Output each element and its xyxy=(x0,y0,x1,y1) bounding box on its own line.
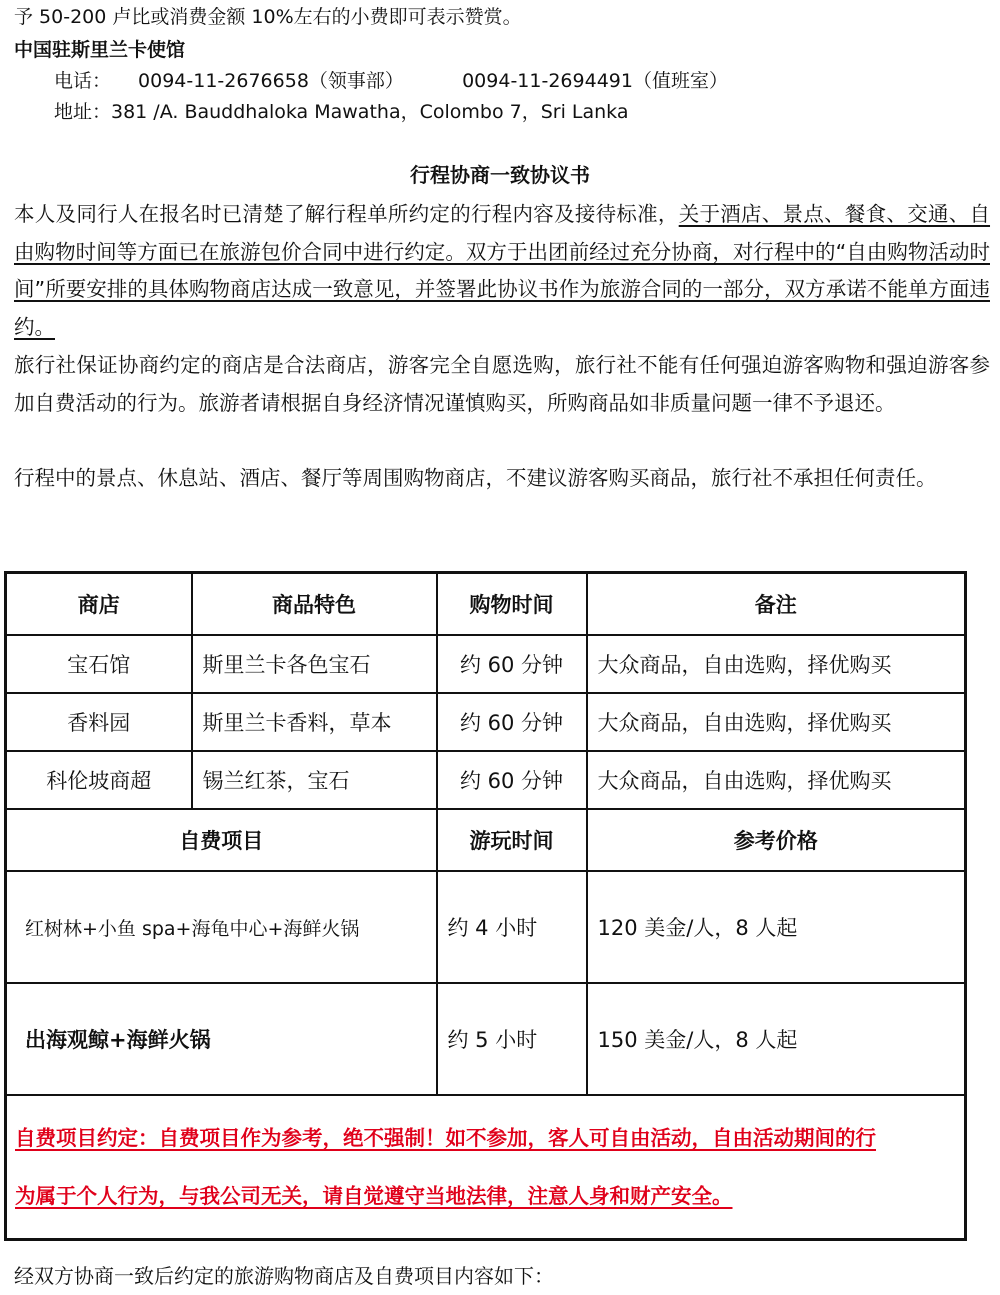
shop-remark: 大众商品，自由选购，择优购买 xyxy=(587,751,966,809)
notice-row xyxy=(6,1095,966,1240)
header-optional-item: 自费项目 xyxy=(6,809,437,871)
embassy-address: 地址：381 /A. Bauddhaloka Mawatha，Colombo 7，Sri Lanka xyxy=(54,101,629,123)
agreement-paragraph-3: 行程中的景点、休息站、酒店、餐厅等周围购物商店，不建议游客购买商品，旅行社不承担任何责任。 xyxy=(14,466,937,490)
agreement-paragraph-2: 旅行社保证协商约定的商店是合法商店，游客完全自愿选购，旅行社不能有任何强迫游客购物和强迫游客参加自费活动的行为。旅游者请根据自身经济情况谨慎购买，所购商品如非质量问题一律不予退还。 xyxy=(14,353,990,415)
table-row xyxy=(6,871,966,983)
optional-item-price: 150 美金/人，8 人起 xyxy=(587,983,966,1095)
header-reference-price: 参考价格 xyxy=(587,809,966,871)
shop-name: 香料园 xyxy=(6,693,192,751)
shopping-table xyxy=(4,571,967,1241)
para1-underlined: 关于酒店、景点、餐食、交通、自由购物时间等方面已在旅游包价合同中进行约定。双方于出团前经过充分协商，对行程中的“自由购物活动时间”所要安排的具体购物商店达成一致意见，并签署此协议书作为旅游合同的一部分，双方承诺不能单方面违约。 xyxy=(14,202,991,339)
shop-name: 科伦坡商超 xyxy=(6,751,192,809)
phone-duty: 0094-11-2694491（值班室） xyxy=(462,70,728,92)
header-remarks: 备注 xyxy=(587,573,966,636)
shop-time: 约 60 分钟 xyxy=(437,635,587,693)
optional-item-name: 出海观鲸+海鲜火锅 xyxy=(6,983,437,1095)
embassy-name: 中国驻斯里兰卡使馆 xyxy=(14,39,186,61)
table-row xyxy=(6,693,966,751)
shop-features: 斯里兰卡各色宝石 xyxy=(192,635,437,693)
shop-time: 约 60 分钟 xyxy=(437,751,587,809)
header-shopping-time: 购物时间 xyxy=(437,573,587,636)
header-play-time: 游玩时间 xyxy=(437,809,587,871)
phone-label: 电话： xyxy=(54,70,112,92)
optional-header-row xyxy=(6,809,966,871)
optional-item-time: 约 4 小时 xyxy=(437,871,587,983)
agreement-paragraph-1 xyxy=(14,196,990,346)
shop-header-row xyxy=(6,573,966,636)
shop-remark: 大众商品，自由选购，择优购买 xyxy=(587,693,966,751)
shop-name: 宝石馆 xyxy=(6,635,192,693)
shop-remark: 大众商品，自由选购，择优购买 xyxy=(587,635,966,693)
shop-time: 约 60 分钟 xyxy=(437,693,587,751)
optional-notice xyxy=(6,1095,966,1240)
tip-line: 予 50-200 卢比或消费金额 10%左右的小费即可表示赞赏。 xyxy=(14,6,522,28)
footer-line: 经双方协商一致后约定的旅游购物商店及自费项目内容如下： xyxy=(14,1264,554,1288)
header-features: 商品特色 xyxy=(192,573,437,636)
shop-features: 锡兰红茶，宝石 xyxy=(192,751,437,809)
table-row xyxy=(6,751,966,809)
phone-consular: 0094-11-2676658（领事部） xyxy=(138,70,404,92)
notice-line-2: 为属于个人行为，与我公司无关，请自觉遵守当地法律，注意人身和财产安全。 xyxy=(15,1184,733,1208)
para1-plain: 本人及同行人在报名时已清楚了解行程单所约定的行程内容及接待标准， xyxy=(14,202,679,226)
embassy-phone xyxy=(54,68,728,94)
header-shop: 商店 xyxy=(6,573,192,636)
shop-features: 斯里兰卡香料，草本 xyxy=(192,693,437,751)
table-row xyxy=(6,635,966,693)
optional-item-name: 红树林+小鱼 spa+海龟中心+海鲜火锅 xyxy=(6,871,437,983)
notice-line-1: 自费项目约定：自费项目作为参考，绝不强制！如不参加，客人可自由活动，自由活动期间的行 xyxy=(15,1126,876,1150)
table-row xyxy=(6,983,966,1095)
optional-item-time: 约 5 小时 xyxy=(437,983,587,1095)
agreement-title: 行程协商一致协议书 xyxy=(410,163,590,187)
optional-item-price: 120 美金/人，8 人起 xyxy=(587,871,966,983)
